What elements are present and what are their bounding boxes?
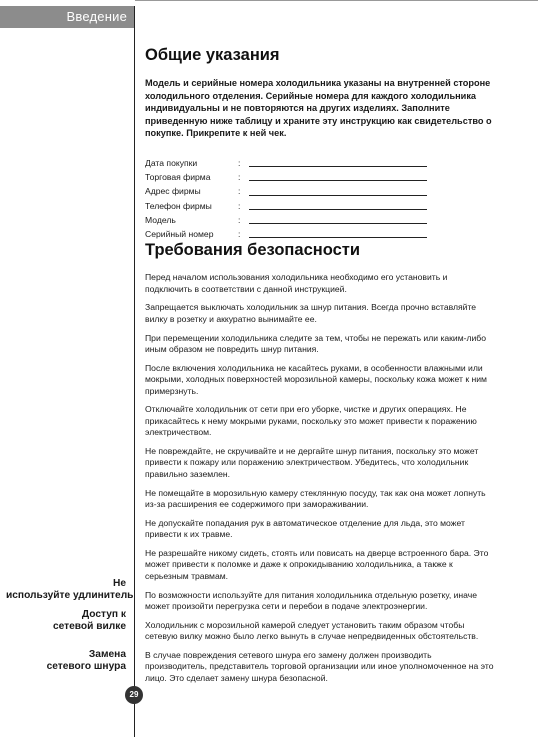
safety-paragraph-plug-access: Холодильник с морозильной камерой следует установить таким образом чтобы сетевую вилку можно было легко вынуть в случае непредвиденных обстоятельств. bbox=[145, 619, 479, 642]
sidebar-plug-access bbox=[6, 609, 126, 633]
form-row-dealer-phone bbox=[145, 199, 495, 213]
form-fill-line[interactable] bbox=[249, 195, 427, 196]
form-fill-line[interactable] bbox=[249, 223, 427, 224]
top-rule bbox=[135, 0, 538, 1]
form-row-dealer-address bbox=[145, 184, 495, 198]
sidebar-label-plug-access-2: сетевой вилке bbox=[52, 621, 126, 632]
sidebar-label-cord-replace-1: Замена bbox=[88, 649, 126, 660]
form-fill-line[interactable] bbox=[249, 209, 427, 210]
safety-paragraph: Не разрешайте никому сидеть, стоять или повисать на дверце встроенного бара. Это может привести к поломке и даже к опрокидыванию холодильника, а также к серьезным травмам. bbox=[145, 547, 489, 581]
sidebar-label-no-extension-2: используйте удлинитель bbox=[6, 590, 134, 601]
safety-paragraph: Отключайте холодильник от сети при его уборке, чистке и других операциях. Не прикасайтесь к нему мокрыми руками, поскольку это может привести к поражению электричеством. bbox=[145, 404, 477, 438]
safety-paragraph: Не повреждайте, не скручивайте и не дергайте шнур питания, поскольку это может привести к пожару или поражению электричеством. Убедитесь, что холодильник правильно заземлен. bbox=[145, 445, 479, 479]
form-label: Адрес фирмы bbox=[145, 186, 201, 197]
safety-paragraph-no-extension: По возможности используйте для питания холодильника отдельную розетку, иначе может произойти перегрузка сети и перебои в подаче электроэнергии. bbox=[145, 589, 478, 611]
form-row-purchase-date bbox=[145, 156, 495, 170]
safety-paragraph: Не помещайте в морозильную камеру стеклянную посуду, так как она может лопнуть из-за расширения ее содержимого при замораживании. bbox=[145, 487, 486, 509]
form-colon: : bbox=[238, 172, 241, 183]
sidebar-label-cord-replace-2: сетевого шнура bbox=[46, 661, 126, 672]
main-content bbox=[145, 46, 495, 692]
sidebar-cord-replace bbox=[6, 649, 126, 673]
form-colon: : bbox=[238, 228, 241, 239]
purchase-form bbox=[145, 156, 495, 241]
form-fill-line[interactable] bbox=[249, 237, 427, 238]
form-label: Торговая фирма bbox=[145, 172, 211, 183]
safety-paragraph: После включения холодильника не касайтесь руками, в особенности влажными или мокрыми, холодных поверхностей морозильной камеры, поскольку кожа может к ним примерзнуть. bbox=[145, 362, 487, 396]
sidebar-label-plug-access-1: Доступ к bbox=[81, 609, 126, 620]
safety-paragraph: При перемещении холодильника следите за тем, чтобы не пережать или каким-либо иным образом не повредить шнур питания. bbox=[145, 332, 487, 354]
safety-paragraph: Перед началом использования холодильника необходимо его установить и подключить в соответствии с данной инструкцией. bbox=[145, 272, 448, 294]
section-header-bar bbox=[0, 6, 135, 28]
form-label: Дата покупки bbox=[145, 157, 198, 168]
general-title: Общие указания bbox=[145, 46, 280, 64]
safety-paragraph: Запрещается выключать холодильник за шнур питания. Всегда прочно вставляйте вилку в розетку и аккуратно вынимайте ее. bbox=[145, 302, 477, 324]
form-colon: : bbox=[238, 157, 241, 168]
form-row-model bbox=[145, 213, 495, 227]
form-label: Телефон фирмы bbox=[145, 200, 212, 211]
form-fill-line[interactable] bbox=[249, 166, 427, 167]
section-header-title: Введение bbox=[66, 9, 127, 24]
sidebar-label-no-extension-1: Не bbox=[112, 578, 126, 589]
form-row-serial bbox=[145, 227, 495, 241]
safety-paragraph-cord-replace: В случае повреждения сетевого шнура его замену должен производить производитель, представитель торговой организации или иное уполномоченное на это лицо. Это сделает замену шнура безопасной. bbox=[145, 649, 494, 683]
form-label: Серийный номер bbox=[145, 228, 214, 239]
page-number-badge: 29 bbox=[125, 686, 143, 704]
form-colon: : bbox=[238, 214, 241, 225]
form-label: Модель bbox=[145, 214, 176, 225]
form-colon: : bbox=[238, 186, 241, 197]
margin-divider bbox=[134, 6, 135, 737]
sidebar-no-extension bbox=[6, 578, 134, 602]
form-row-dealer bbox=[145, 170, 495, 184]
safety-paragraph: Не допускайте попадания рук в автоматическое отделение для льда, это может привести к их травме. bbox=[145, 517, 465, 540]
general-intro: Модель и серийные номера холодильника указаны на внутренней стороне холодильного отделения. Серийные номера для каждого холодильника индивидуальны и не повторяются на других изделиях. Заполните приведенную ниже таблицу и храните эту инструкцию как свидетельство о покупке. Прикрепите к ней чек. bbox=[145, 78, 492, 139]
form-fill-line[interactable] bbox=[249, 180, 427, 181]
safety-title: Требования безопасности bbox=[145, 241, 360, 260]
form-colon: : bbox=[238, 200, 241, 211]
